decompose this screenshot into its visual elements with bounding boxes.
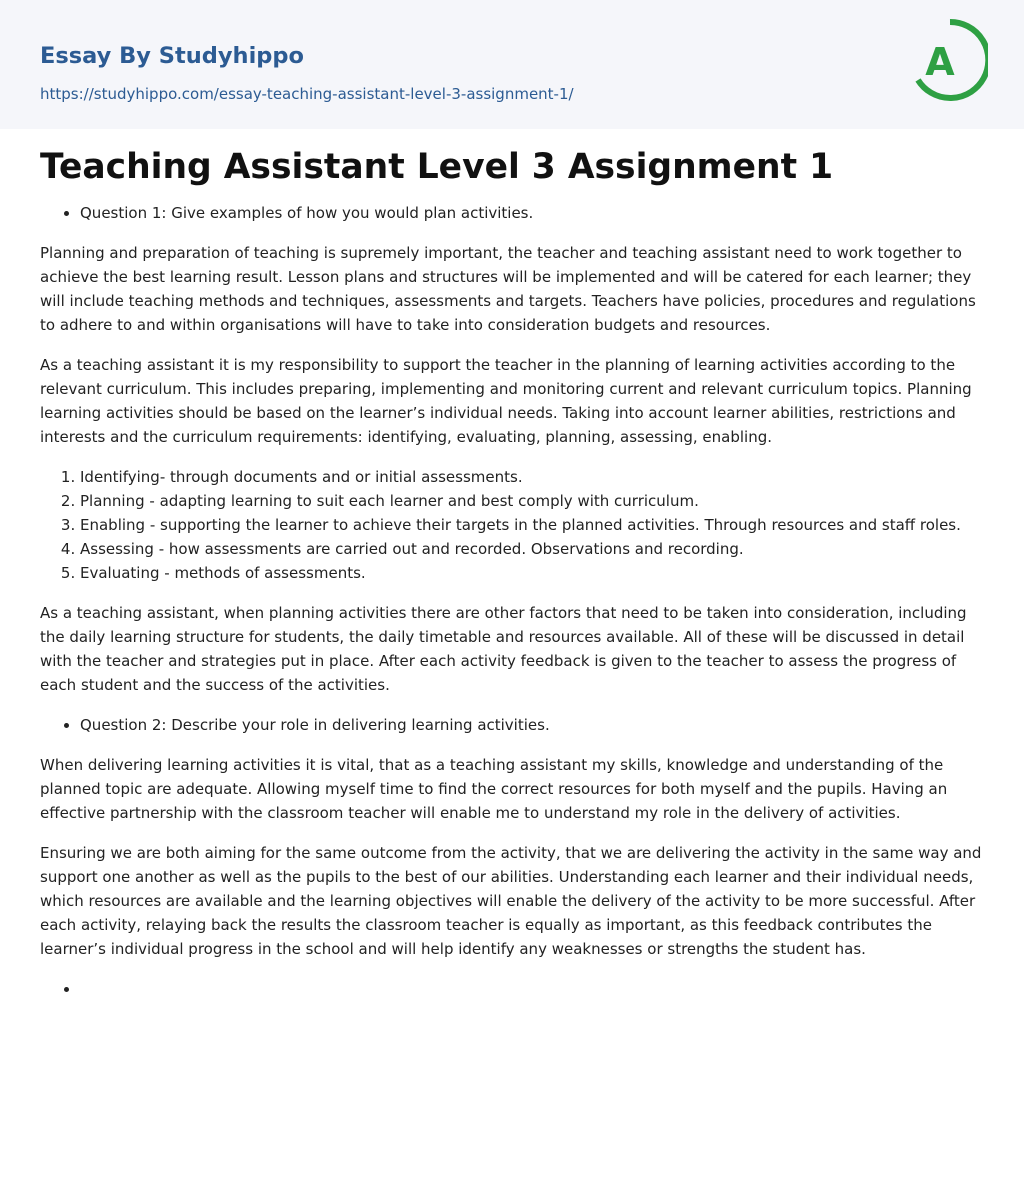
list-item: 4. Assessing - how assessments are carried out and recorded. Observations and recording. [80, 537, 984, 561]
list-item: 3. Enabling - supporting the learner to achieve their targets in the planned activities. Through resources and staff roles. [80, 513, 984, 537]
question-2-list [40, 713, 984, 737]
site-header [0, 0, 1024, 129]
empty-bullet-list [40, 977, 984, 1001]
paragraph-4: When delivering learning activities it is vital, that as a teaching assistant my skills, knowledge and understanding of the planned topic are adequate. Allowing myself time to find the correct resources for both myself and the pupils. Having an effective partnership with the classroom teacher will enable me to understand my role in the delivery of activities. [40, 756, 948, 822]
essay-content [0, 145, 1024, 1001]
question-1-list [40, 201, 984, 225]
essay-url-link[interactable]: https://studyhippo.com/essay-teaching-assistant-level-3-assignment-1/ [40, 85, 574, 103]
planning-steps-list [40, 465, 984, 585]
paragraph-5: Ensuring we are both aiming for the same outcome from the activity, that we are delivering the activity in the same way and support one another as well as the pupils to the best of our abilities. Understanding each learner and their individual needs, which resources are available and the learning objectives will enable the delivery of the activity to be more successful. After each activity, relaying back the results the classroom teacher is equally as important, as this feedback contributes the learner’s individual progress in the school and will help identify any weaknesses or strengths the student has. [40, 844, 982, 958]
page-title: Teaching Assistant Level 3 Assignment 1 [40, 147, 834, 187]
list-item: 2. Planning - adapting learning to suit each learner and best comply with curriculum. [80, 489, 984, 513]
empty-list-item [80, 977, 984, 1001]
question-2: • Question 2: Describe your role in delivering learning activities. [80, 713, 984, 737]
question-1: • Question 1: Give examples of how you would plan activities. [80, 201, 984, 225]
paragraph-1: Planning and preparation of teaching is supremely important, the teacher and teaching assistant need to work together to achieve the best learning result. Lesson plans and structures will be implemented and will be catered for each learner; they will include teaching methods and techniques, assessments and targets. Teachers have policies, procedures and regulations to adhere to and within organisations will have to take into consideration budgets and resources. [40, 244, 976, 334]
studyhippo-logo-icon[interactable] [912, 18, 988, 106]
paragraph-3: As a teaching assistant, when planning activities there are other factors that need to be taken into consideration, including the daily learning structure for students, the daily timetable and resources available. All of these will be discussed in detail with the teacher and strategies put in place. After each activity feedback is given to the teacher to assess the progress of each student and the success of the activities. [40, 604, 967, 694]
list-item: 5. Evaluating - methods of assessments. [80, 561, 984, 585]
logo-letter: A [925, 40, 955, 84]
logo-svg [912, 18, 988, 106]
list-item: 1. Identifying- through documents and or initial assessments. [80, 465, 984, 489]
paragraph-2: As a teaching assistant it is my responsibility to support the teacher in the planning of learning activities according to the relevant curriculum. This includes preparing, implementing and monitoring current and relevant curriculum topics. Planning learning activities should be based on the learner’s individual needs. Taking into account learner abilities, restrictions and interests and the curriculum requirements: identifying, evaluating, planning, assessing, enabling. [40, 356, 972, 446]
brand-title[interactable]: Essay By Studyhippo [40, 43, 304, 69]
